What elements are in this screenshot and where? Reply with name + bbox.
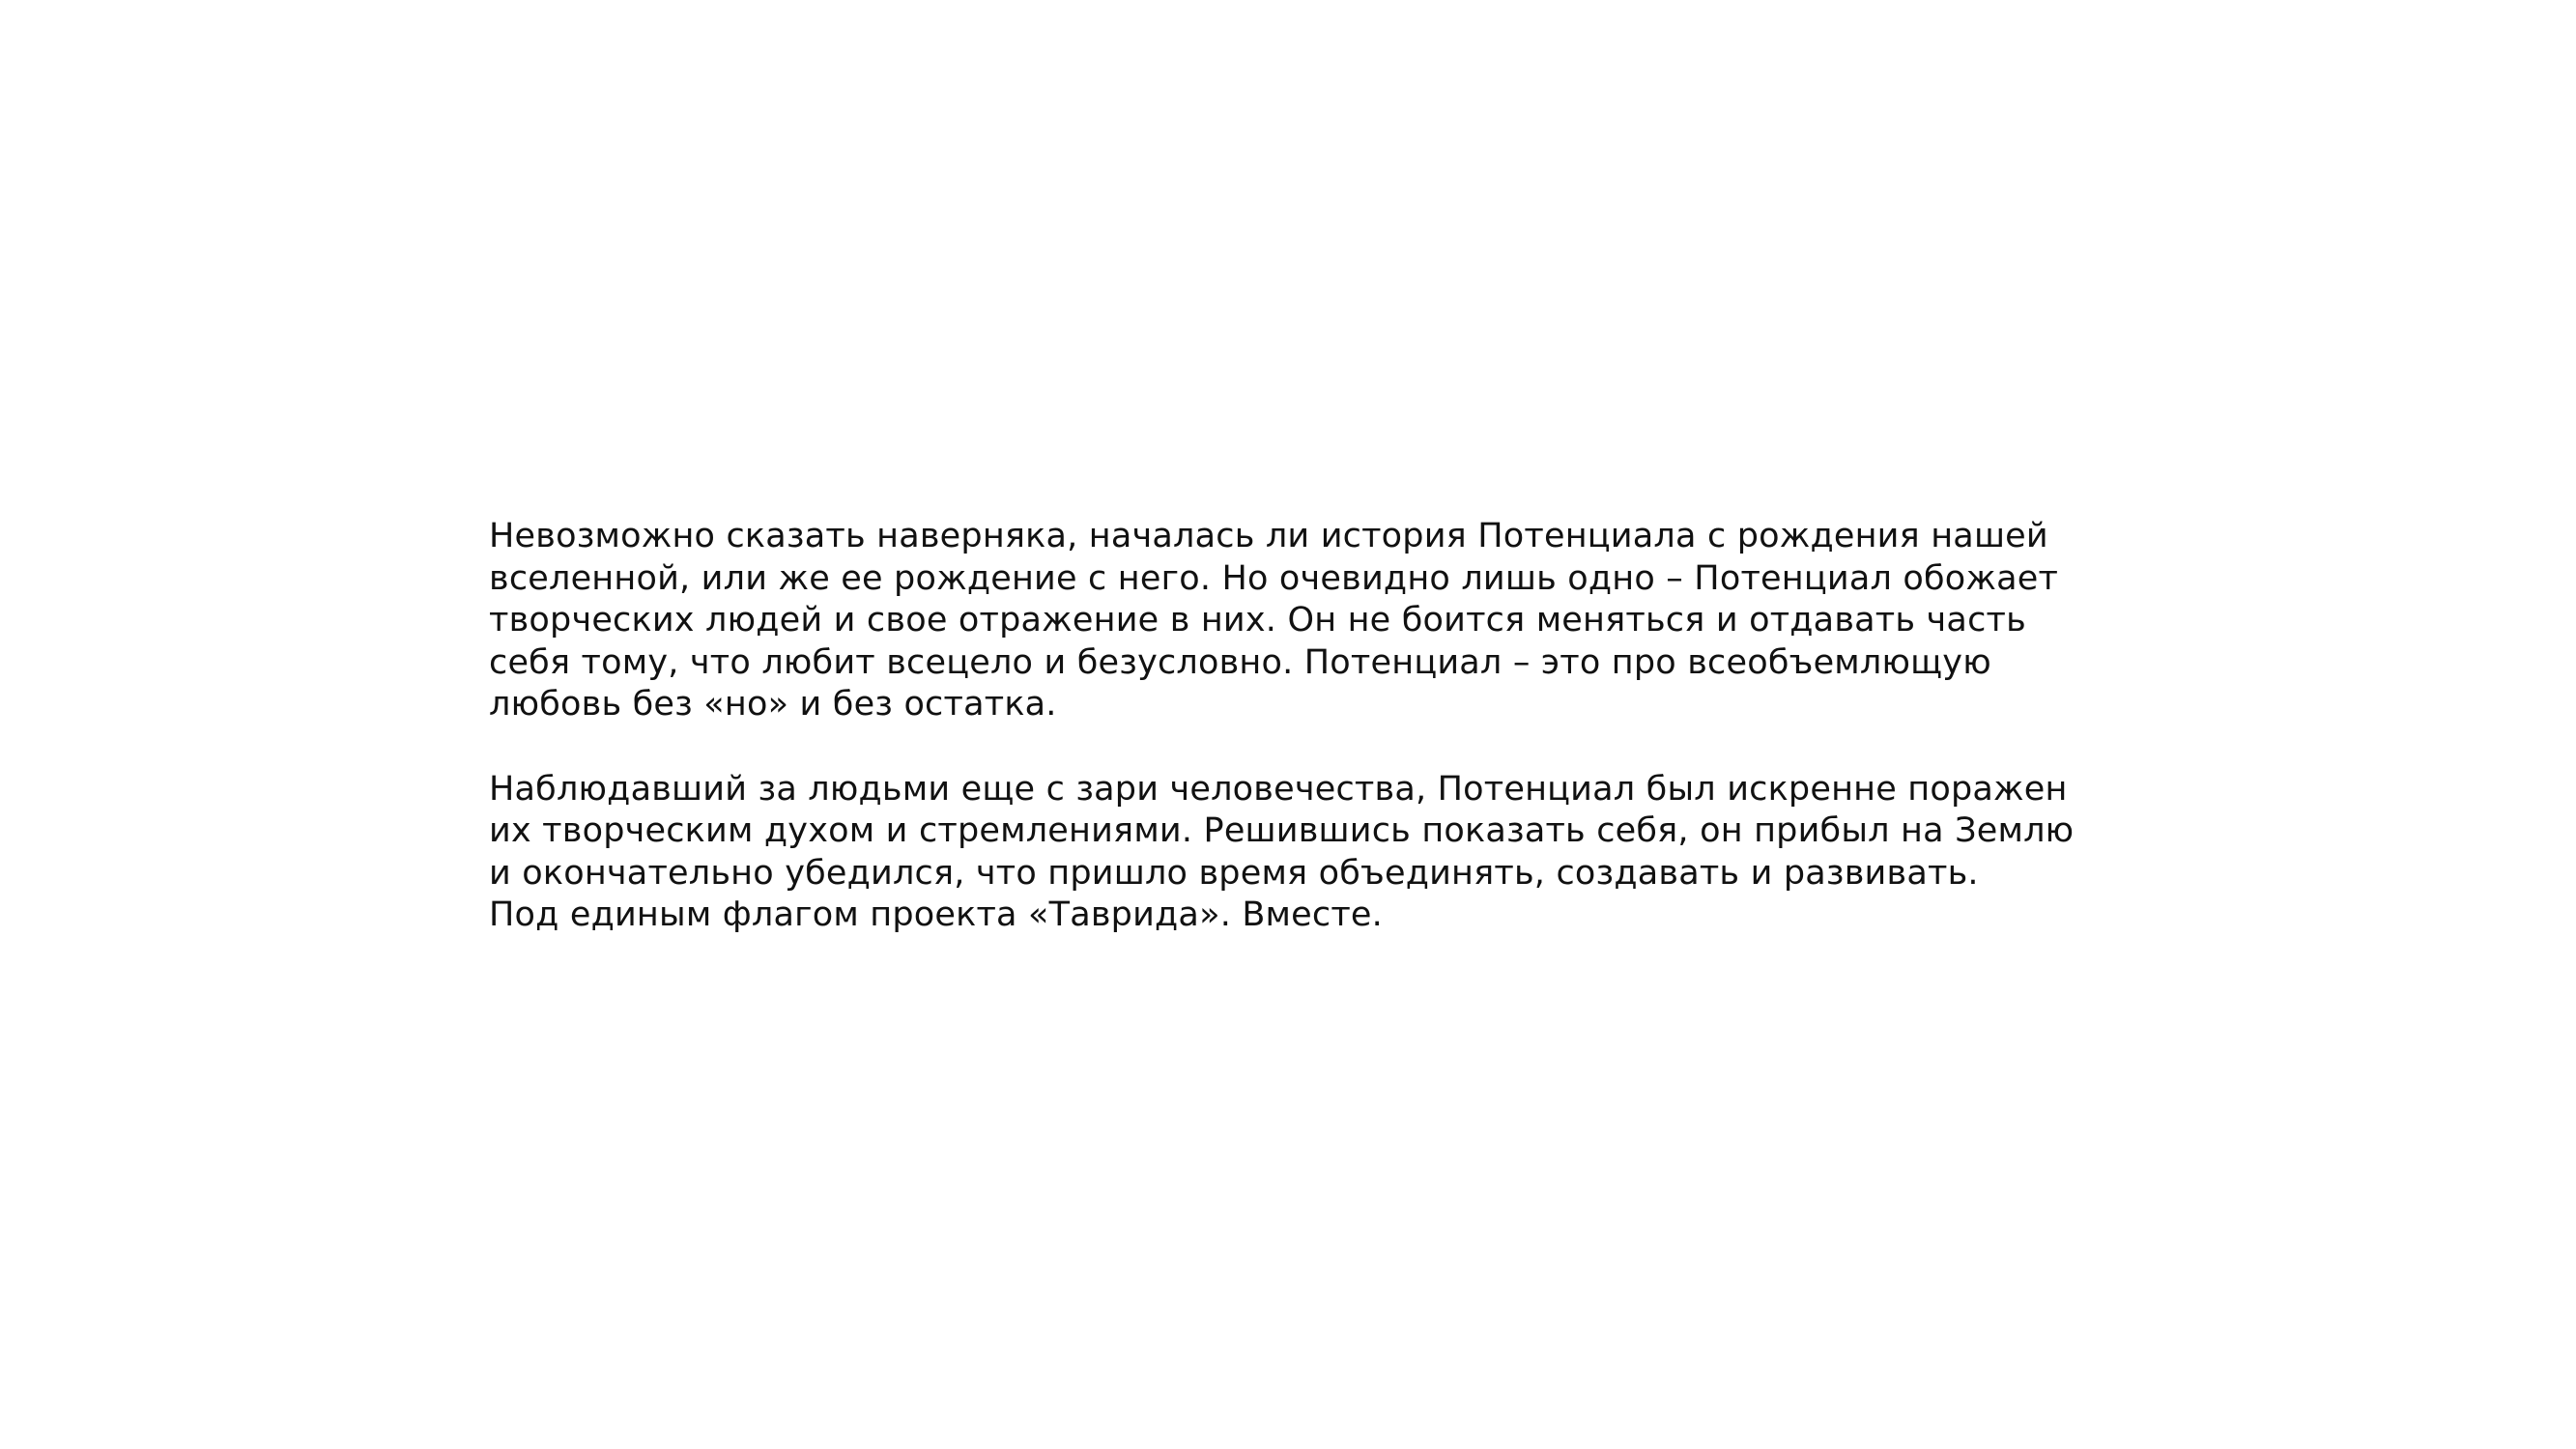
paragraph-story	[489, 769, 2132, 937]
text-line: и окончательно убедился, что пришло время объединять, создавать и развивать.	[489, 853, 1979, 893]
text-line: Невозможно сказать наверняка, началась ли история Потенциала с рождения нашей	[489, 517, 2048, 555]
text-line: себя тому, что любит всецело и безусловно. Потенциал – это про всеобъемлющую	[489, 642, 1991, 682]
text-line: Под единым флагом проекта «Таврида». Вместе.	[489, 895, 1383, 935]
paragraph-intro	[489, 516, 2132, 726]
text-line: Наблюдавший за людьми еще с зари человечества, Потенциал был искренне поражен	[489, 769, 2068, 809]
text-block	[489, 516, 2132, 937]
text-line: творческих людей и свое отражение в них. Он не боится меняться и отдавать часть	[489, 601, 2026, 640]
text-line: любовь без «но» и без остатка.	[489, 685, 1057, 724]
text-line: их творческим духом и стремлениями. Решившись показать себя, он прибыл на Землю	[489, 811, 2075, 851]
text-line: вселенной, или же ее рождение с него. Но очевидно лишь одно – Потенциал обожает	[489, 558, 2059, 598]
